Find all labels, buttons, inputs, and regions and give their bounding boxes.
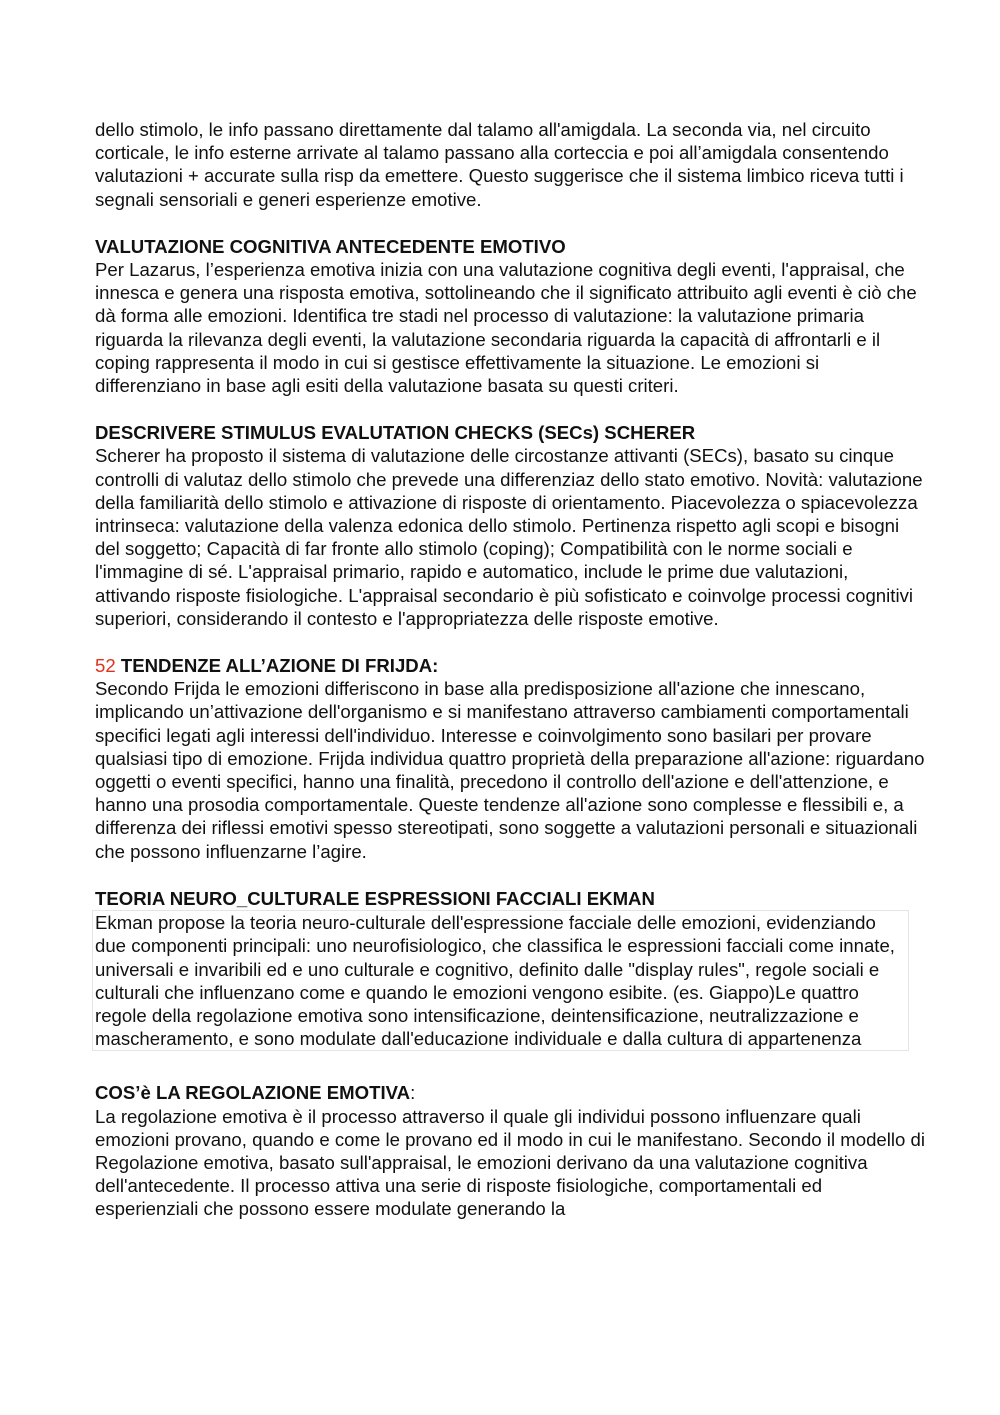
section-body: La regolazione emotiva è il processo attraverso il quale gli individui possono influenzare quali emozioni provano, quando e come le provano ed il modo in cui le manifestano. Secondo il modello di Regolazione emotiva, basato sull'appraisal, le emozioni derivano da una valutazione cognitiva dell'antecedente. Il processo attiva una serie di risposte fisiologiche, comportamentali ed esperienziali che possono essere modulate generando la: [95, 1105, 925, 1220]
section-frijda: [95, 654, 925, 863]
section-heading: TEORIA NEURO_CULTURALE ESPRESSIONI FACCIALI EKMAN: [95, 887, 655, 909]
section-body: Per Lazarus, l’esperienza emotiva inizia con una valutazione cognitiva degli eventi, l'appraisal, che innesca e genera una risposta emotiva, sottolineando che il significato attribuito agli eventi è ciò che dà forma alle emozioni. Identifica tre stadi nel processo di valutazione: la valutazione primaria riguarda la rilevanza degli eventi, la valutazione secondaria riguarda la capacità di affrontarli e il coping rappresenta il modo in cui si gestisce effettivamente la situazione. Le emozioni si differenziano in base agli esiti della valutazione basata su questi criteri.: [95, 259, 917, 397]
section-lazarus: [95, 235, 925, 397]
section-body: Secondo Frijda le emozioni differiscono in base alla predisposizione all'azione che innescano, implicando un’attivazione dell'organismo e si manifestano attraverso cambiamenti comportamentali specifici legati agli interessi dell'individuo. Interesse e coinvolgimento sono basilari per provare qualsiasi tipo di emozione. Frijda individua quattro proprietà della preparazione all'azione: riguardano oggetti o eventi specifici, hanno una finalità, precedono il controllo dell'azione e dell'attenzione, e hanno una prosodia comportamentale. Queste tendenze all'azione sono complesse e flessibili e, a differenza dei riflessi emotivi spesso stereotipati, sono soggette a valutazioni personali e situazionali che possono influenzarne l’agire.: [95, 678, 925, 862]
intro-section: [95, 118, 925, 211]
section-body: Scherer ha proposto il sistema di valutazione delle circostanze attivanti (SECs), basato su cinque controlli di valutaz dello stimolo che prevede una differenziaz dello stato emotivo. Novità: valutazione della familiarità dello stimolo e attivazione di risposte di orientamento. Piacevolezza o spiacevolezza intrinseca: valutazione della valenza edonica dello stimolo. Pertinenza rispetto agli scopi e bisogni del soggetto; Capacità di far fronte allo stimolo (coping); Compatibilità con le norme sociali e l'immagine di sé. L'appraisal primario, rapido e automatico, include le prime due valutazioni, attivando risposte fisiologiche. L'appraisal secondario è più sofisticato e coinvolge processi cognitivi superiori, considerando il contesto e l'appropriatezza delle risposte emotive.: [95, 445, 923, 629]
intro-paragraph: dello stimolo, le info passano direttamente dal talamo all'amigdala. La seconda via, nel circuito corticale, le info esterne arrivate al talamo passano alla cortеccia e poi all’amigdala consentendo valutazioni + accurate sulla risp da emettere. Questo suggerisce che il sistema limbico riceva tutti i segnali sensoriali e generi esperienze emotive.: [95, 119, 904, 210]
section-body-box: Ekman propose la teoria neuro-culturale dell'espressione facciale delle emozioni, evidenziando due componenti principali: uno neurofisiologico, che classifica le espressioni facciali come innate, universali e invaribili ed e uno culturale e cognitivo, definito dalle "display rules", regole sociali e culturali che influenzano come e quando le emozioni vengono esibite. (es. Giappo)Le quattro regole della regolazione emotiva sono intensificazione, deintensificazione, neutralizzazione e mascheramento, e sono modulate dall'educazione individuale e dalla cultura di appartenenza: [92, 910, 909, 1051]
section-heading: VALUTAZIONE COGNITIVA ANTECEDENTE EMOTIVO: [95, 235, 566, 257]
section-heading-row: [95, 1081, 925, 1104]
question-number: 52: [95, 655, 116, 677]
section-regolazione: [95, 1081, 925, 1220]
section-heading: COS’è LA REGOLAZIONE EMOTIVA: [95, 1082, 411, 1104]
heading-colon: :: [410, 1082, 416, 1104]
section-heading: TENDENZE ALL’AZIONE DI FRIJDA:: [120, 655, 439, 677]
section-heading-row: [95, 654, 925, 677]
page-content: [95, 118, 925, 1221]
section-scherer: [95, 421, 925, 630]
section-heading: DESCRIVERE STIMULUS EVALUTATION CHECKS (SECs) SCHERER: [95, 422, 696, 444]
section-ekman: [95, 887, 925, 1051]
